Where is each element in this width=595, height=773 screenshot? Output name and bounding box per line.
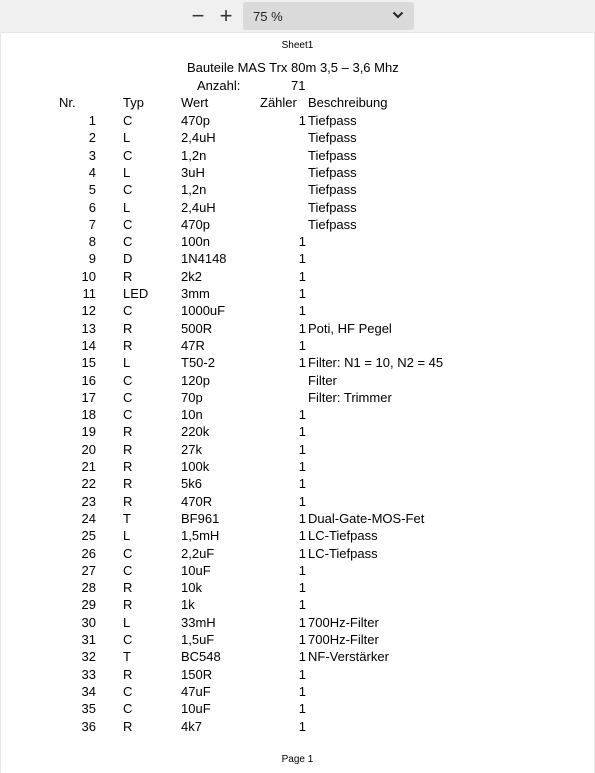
table-row	[1, 597, 594, 614]
table-row	[1, 442, 594, 459]
cell-nr: 35	[81, 701, 96, 717]
cell-nr: 24	[81, 510, 96, 526]
zoom-level-value: 75 %	[253, 8, 283, 24]
cell-typ: T	[123, 510, 131, 526]
cell-wert: 47R	[181, 337, 205, 353]
cell-wert: 470p	[181, 113, 210, 128]
cell-zaehler: 1	[298, 424, 306, 440]
cell-beschreibung: Tiefpass	[308, 130, 357, 146]
zoom-out-button[interactable]	[186, 4, 210, 28]
cell-typ: R	[123, 268, 133, 284]
page-footer: Page 1	[281, 754, 314, 765]
cell-wert: 2k2	[181, 268, 202, 284]
cell-zaehler: 1	[298, 320, 306, 336]
cell-wert: BC548	[181, 649, 221, 665]
cell-wert: 1000uF	[181, 303, 226, 319]
cell-beschreibung: Filter	[308, 372, 337, 388]
cell-zaehler: 1	[298, 683, 306, 699]
cell-nr: 5	[88, 182, 96, 198]
cell-wert: 10k	[181, 580, 202, 596]
cell-nr: 10	[81, 268, 96, 284]
cell-wert: 1,2n	[181, 147, 207, 163]
cell-zaehler: 1	[298, 355, 306, 371]
cell-wert: 27k	[181, 441, 202, 457]
cell-zaehler: 1	[298, 510, 306, 526]
cell-nr: 25	[81, 528, 96, 544]
cell-typ: C	[123, 182, 133, 198]
cell-typ: R	[123, 320, 133, 336]
zoom-level-select[interactable]	[243, 2, 414, 30]
cell-wert: 470p	[181, 216, 210, 232]
cell-typ: L	[123, 164, 131, 180]
table-row	[1, 148, 594, 165]
chevron-down-icon	[392, 10, 404, 22]
cell-nr: 32	[81, 649, 96, 665]
cell-zaehler: 1	[298, 632, 306, 647]
cell-nr: 12	[81, 303, 96, 319]
table-row	[1, 528, 594, 545]
zoom-in-button[interactable]	[214, 4, 238, 28]
header-beschreibung: Beschreibung	[308, 95, 388, 110]
table-row	[1, 476, 594, 493]
cell-wert: 500R	[181, 320, 213, 336]
cell-nr: 7	[88, 216, 96, 232]
cell-zaehler: 1	[298, 562, 306, 578]
table-row	[1, 373, 594, 390]
cell-beschreibung: Tiefpass	[308, 216, 357, 232]
cell-zaehler: 1	[298, 718, 306, 734]
cell-zaehler: 1	[298, 580, 306, 596]
cell-beschreibung: Tiefpass	[308, 147, 357, 163]
document-title: Bauteile MAS Trx 80m 3,5 – 3,6 Mhz	[187, 60, 399, 75]
cell-typ: D	[123, 251, 133, 267]
cell-wert: 10n	[181, 407, 203, 423]
cell-nr: 11	[82, 286, 96, 301]
table-row	[1, 563, 594, 580]
table-row	[1, 632, 594, 649]
table-row	[1, 269, 594, 286]
table-row	[1, 321, 594, 338]
cell-nr: 27	[81, 562, 96, 578]
table-row	[1, 407, 594, 424]
cell-zaehler: 1	[298, 251, 306, 267]
cell-nr: 3	[88, 147, 96, 163]
cell-beschreibung: LC-Tiefpass	[308, 528, 378, 544]
cell-zaehler: 1	[298, 649, 306, 665]
cell-beschreibung: Tiefpass	[308, 164, 357, 180]
table-row	[1, 701, 594, 718]
cell-nr: 22	[81, 476, 96, 492]
cell-typ: L	[123, 199, 131, 215]
viewer-toolbar	[0, 0, 595, 32]
cell-typ: R	[123, 597, 133, 613]
cell-nr: 31	[81, 632, 96, 647]
cell-wert: BF961	[181, 510, 220, 526]
cell-typ: C	[123, 147, 133, 163]
cell-wert: 3mm	[181, 286, 210, 301]
cell-zaehler: 1	[298, 459, 306, 474]
cell-nr: 18	[81, 407, 96, 423]
cell-wert: 5k6	[181, 476, 202, 492]
cell-typ: C	[123, 683, 133, 699]
cell-typ: C	[123, 303, 133, 319]
table-row	[1, 165, 594, 182]
header-nr: Nr.	[59, 95, 76, 110]
cell-beschreibung: Filter: Trimmer	[308, 389, 392, 405]
cell-zaehler: 1	[298, 614, 306, 630]
table-row	[1, 424, 594, 441]
table-row	[1, 667, 594, 684]
cell-wert: 1,5uF	[181, 632, 215, 647]
cell-nr: 17	[81, 389, 96, 405]
table-row	[1, 546, 594, 563]
table-header	[1, 95, 594, 112]
cell-typ: L	[123, 355, 131, 371]
table-row	[1, 217, 594, 234]
cell-typ: L	[123, 528, 131, 544]
cell-beschreibung: Tiefpass	[308, 113, 357, 128]
cell-nr: 2	[88, 130, 96, 146]
cell-typ: C	[123, 234, 133, 250]
count-label: Anzahl:	[197, 78, 241, 93]
cell-wert: 10uF	[181, 701, 211, 717]
cell-nr: 1	[88, 113, 96, 128]
cell-wert: 2,4uH	[181, 130, 216, 146]
cell-nr: 28	[81, 580, 96, 596]
cell-wert: 220k	[181, 424, 210, 440]
cell-nr: 13	[81, 320, 96, 336]
cell-zaehler: 1	[298, 528, 306, 544]
cell-zaehler: 1	[298, 597, 306, 613]
cell-wert: 120p	[181, 372, 210, 388]
cell-typ: R	[123, 459, 133, 474]
cell-wert: T50-2	[181, 355, 215, 371]
cell-typ: C	[123, 632, 133, 647]
table-row	[1, 303, 594, 320]
table-row	[1, 286, 594, 303]
cell-beschreibung: Filter: N1 = 10, N2 = 45	[308, 355, 444, 371]
cell-typ: L	[123, 130, 131, 146]
plus-icon: +	[219, 3, 233, 28]
cell-zaehler: 1	[298, 493, 306, 509]
table-row	[1, 355, 594, 372]
table-row	[1, 580, 594, 597]
cell-nr: 33	[81, 666, 96, 682]
cell-beschreibung: Dual-Gate-MOS-Fet	[308, 510, 425, 526]
cell-typ: C	[123, 113, 133, 128]
cell-wert: 47uF	[181, 683, 211, 699]
cell-typ: L	[123, 614, 131, 630]
cell-wert: 3uH	[181, 164, 205, 180]
cell-zaehler: 1	[298, 476, 306, 492]
cell-typ: R	[123, 666, 133, 682]
cell-nr: 8	[88, 234, 96, 250]
cell-beschreibung: Tiefpass	[308, 199, 357, 215]
cell-typ: C	[123, 562, 133, 578]
cell-wert: 4k7	[181, 718, 202, 734]
cell-typ: R	[123, 476, 133, 492]
cell-zaehler: 1	[298, 666, 306, 682]
cell-zaehler: 1	[298, 337, 306, 353]
cell-nr: 23	[81, 493, 96, 509]
header-zaehler: Zähler	[260, 95, 297, 110]
cell-wert: 100n	[181, 234, 210, 250]
cell-nr: 6	[88, 199, 96, 215]
cell-zaehler: 1	[298, 701, 306, 717]
cell-beschreibung: 700Hz-Filter	[308, 614, 379, 630]
cell-typ: C	[123, 407, 133, 423]
cell-beschreibung: 700Hz-Filter	[308, 632, 379, 647]
cell-wert: 70p	[181, 389, 203, 405]
header-typ: Typ	[123, 95, 144, 110]
cell-nr: 36	[81, 718, 96, 734]
table-row	[1, 234, 594, 251]
cell-nr: 9	[88, 251, 96, 267]
cell-zaehler: 1	[298, 303, 306, 319]
table-row	[1, 130, 594, 147]
cell-nr: 30	[81, 614, 96, 630]
cell-wert: 470R	[181, 493, 213, 509]
cell-nr: 4	[88, 164, 96, 180]
document-page	[1, 33, 594, 773]
cell-wert: 150R	[181, 666, 213, 682]
cell-typ: C	[123, 389, 133, 405]
table-row	[1, 390, 594, 407]
cell-zaehler: 1	[298, 545, 306, 561]
cell-beschreibung: Poti, HF Pegel	[308, 320, 392, 336]
cell-typ: R	[123, 718, 133, 734]
table-row	[1, 511, 594, 528]
table-row	[1, 684, 594, 701]
cell-typ: R	[123, 580, 133, 596]
cell-typ: T	[123, 649, 131, 665]
cell-wert: 1N4148	[181, 251, 227, 267]
table-row	[1, 459, 594, 476]
cell-wert: 1,2n	[181, 182, 207, 198]
table-row	[1, 113, 594, 130]
cell-zaehler: 1	[298, 441, 306, 457]
cell-typ: C	[123, 372, 133, 388]
cell-nr: 16	[81, 372, 96, 388]
cell-zaehler: 1	[298, 234, 306, 250]
cell-nr: 20	[81, 441, 96, 457]
cell-typ: C	[123, 545, 133, 561]
sheet-name: Sheet1	[281, 40, 314, 51]
cell-wert: 1,5mH	[181, 528, 220, 544]
cell-wert: 2,4uH	[181, 199, 216, 215]
cell-beschreibung: NF-Verstärker	[308, 649, 389, 665]
table-row	[1, 649, 594, 666]
table-row	[1, 615, 594, 632]
table-row	[1, 182, 594, 199]
table-row	[1, 494, 594, 511]
table-row	[1, 251, 594, 268]
cell-nr: 14	[81, 337, 96, 353]
cell-zaehler: 1	[298, 286, 306, 301]
cell-wert: 33mH	[181, 614, 216, 630]
cell-typ: R	[123, 441, 133, 457]
table-row	[1, 338, 594, 355]
cell-wert: 2,2uF	[181, 545, 215, 561]
table-row	[1, 200, 594, 217]
cell-wert: 100k	[181, 459, 210, 474]
cell-beschreibung: LC-Tiefpass	[308, 545, 378, 561]
cell-beschreibung: Tiefpass	[308, 182, 357, 198]
cell-typ: R	[123, 493, 133, 509]
cell-typ: R	[123, 337, 133, 353]
cell-nr: 19	[81, 424, 96, 440]
cell-typ: R	[123, 424, 133, 440]
header-wert: Wert	[181, 95, 209, 110]
cell-zaehler: 1	[298, 268, 306, 284]
cell-zaehler: 1	[298, 113, 306, 128]
cell-nr: 29	[81, 597, 96, 613]
cell-wert: 1k	[181, 597, 195, 613]
cell-nr: 26	[81, 545, 96, 561]
cell-nr: 15	[81, 355, 96, 371]
cell-zaehler: 1	[298, 407, 306, 423]
cell-typ: C	[123, 701, 133, 717]
cell-typ: LED	[123, 286, 149, 301]
count-value: 71	[291, 78, 306, 93]
cell-nr: 21	[81, 459, 96, 474]
table-row	[1, 719, 594, 736]
cell-nr: 34	[81, 683, 96, 699]
minus-icon: −	[191, 3, 205, 28]
cell-wert: 10uF	[181, 562, 211, 578]
cell-typ: C	[123, 216, 133, 232]
